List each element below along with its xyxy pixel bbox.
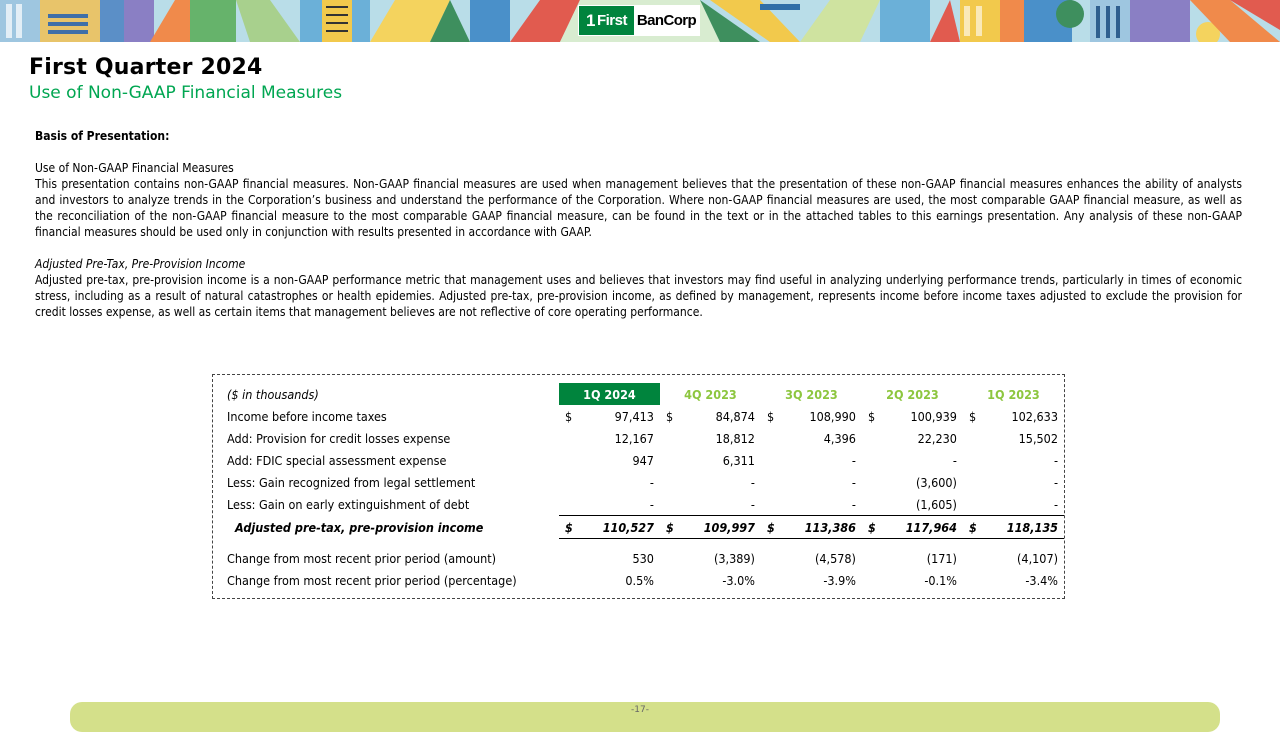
dollar-sign: $ xyxy=(559,516,582,539)
logo-number: 1 xyxy=(586,10,595,30)
period-header: 2Q 2023 xyxy=(886,386,939,402)
cell-value: (4,107) xyxy=(1017,550,1058,566)
cell-value: (3,600) xyxy=(915,474,957,490)
cell-value: 113,386 xyxy=(783,516,861,539)
cell-value: 530 xyxy=(632,550,654,566)
cell-value: (4,578) xyxy=(814,550,856,566)
section2-heading: Adjusted Pre-Tax, Pre-Provision Income xyxy=(35,257,246,271)
cell-value: 15,502 xyxy=(1018,430,1058,446)
change-row xyxy=(223,547,1064,569)
logo-first-text: First xyxy=(596,12,627,29)
row-label: Add: Provision for credit losses expense xyxy=(227,430,451,446)
dollar-sign xyxy=(862,493,885,516)
dollar-sign: $ xyxy=(968,408,977,424)
cell-value: 18,812 xyxy=(715,430,755,446)
cell-value: 947 xyxy=(632,452,654,468)
cell-value: 12,167 xyxy=(614,430,654,446)
presentation-notes xyxy=(35,128,1242,320)
cell-value: - xyxy=(649,496,654,512)
dollar-sign xyxy=(761,547,784,569)
cell-value: (1,605) xyxy=(915,496,957,512)
cell-value: -3.0% xyxy=(722,572,755,588)
table-row xyxy=(223,405,1064,427)
cell-value: -3.4% xyxy=(1025,572,1058,588)
period-header: 3Q 2023 xyxy=(785,386,838,402)
section1-heading: Use of Non-GAAP Financial Measures xyxy=(35,161,234,175)
dollar-sign xyxy=(761,493,784,516)
reconciliation-table xyxy=(223,383,1064,591)
cell-value: 102,633 xyxy=(1011,408,1058,424)
cell-value: -0.1% xyxy=(924,572,957,588)
dollar-sign xyxy=(862,449,885,471)
dollar-sign xyxy=(559,471,582,493)
cell-value: 117,964 xyxy=(884,516,962,539)
company-logo xyxy=(578,5,700,36)
dollar-sign xyxy=(660,449,683,471)
table-row xyxy=(223,449,1064,471)
dollar-sign xyxy=(963,449,986,471)
table-row xyxy=(223,427,1064,449)
header-banner xyxy=(0,0,1280,42)
row-label: Less: Gain on early extinguishment of debt xyxy=(227,496,470,512)
cell-value: 100,939 xyxy=(910,408,957,424)
table-row xyxy=(223,471,1064,493)
section2-text: Adjusted pre-tax, pre-provision income is a non-GAAP performance metric that management uses and believes that investors may find useful in analyzing underlying performance trends, particularly in times of economic stress, including as a result of natural catastrophes or health epidemies. Adjusted pre-tax, pre-provision income, as defined by management, represents income before income taxes adjusted to exclude the provision for credit losses expense, as well as certain items that management believes are not reflective of core operating performance. xyxy=(35,273,1242,319)
dollar-sign: $ xyxy=(766,408,775,424)
dollar-sign xyxy=(559,569,582,591)
dollar-sign: $ xyxy=(665,408,674,424)
dollar-sign xyxy=(862,547,885,569)
section1-text: This presentation contains non-GAAP financial measures. Non-GAAP financial measures are used when management believes that the presentation of these non-GAAP financial measures enhances the ability of analysts and investors to analyze trends in the Corporation’s business and understand the performance of the Corporation. Where non-GAAP financial measures are used, the most comparable GAAP financial measure, as well as the reconciliation of the non-GAAP financial measure to the most comparable GAAP financial measure, can be found in the text or in the attached tables to this earnings presentation. Any analysis of these non-GAAP financial measures should be used only in conjunction with results presented in accordance with GAAP. xyxy=(35,177,1242,239)
cell-value: 109,997 xyxy=(682,516,760,539)
row-label: Less: Gain recognized from legal settlement xyxy=(227,474,476,490)
period-header: 4Q 2023 xyxy=(684,386,737,402)
dollar-sign xyxy=(862,471,885,493)
dollar-sign xyxy=(963,471,986,493)
cell-value: - xyxy=(952,452,957,468)
dollar-sign xyxy=(963,427,986,449)
dollar-sign: $ xyxy=(660,516,683,539)
dollar-sign xyxy=(660,471,683,493)
dollar-sign xyxy=(963,569,986,591)
cell-value: - xyxy=(1053,474,1058,490)
cell-value: - xyxy=(851,474,856,490)
cell-value: (3,389) xyxy=(713,550,755,566)
cell-value: 6,311 xyxy=(722,452,755,468)
dollar-sign xyxy=(660,547,683,569)
dollar-sign: $ xyxy=(867,408,876,424)
cell-value: -3.9% xyxy=(823,572,856,588)
table-header-row xyxy=(223,383,1064,405)
dollar-sign: $ xyxy=(862,516,885,539)
dollar-sign xyxy=(660,427,683,449)
cell-value: 108,990 xyxy=(809,408,856,424)
cell-value: 22,230 xyxy=(917,430,957,446)
dollar-sign xyxy=(660,569,683,591)
cell-value: - xyxy=(1053,496,1058,512)
spacer-row xyxy=(223,539,1064,548)
page-subtitle: Use of Non-GAAP Financial Measures xyxy=(29,83,343,103)
logo-bancorp-text: BanCorp xyxy=(634,6,699,35)
dollar-sign: $ xyxy=(963,516,986,539)
reconciliation-table-box xyxy=(212,374,1065,599)
cell-value: 0.5% xyxy=(625,572,654,588)
dollar-sign xyxy=(862,427,885,449)
dollar-sign xyxy=(761,449,784,471)
period-header: 1Q 2023 xyxy=(987,386,1040,402)
dollar-sign xyxy=(660,493,683,516)
cell-value: - xyxy=(1053,452,1058,468)
page-number: -17- xyxy=(631,705,649,715)
dollar-sign xyxy=(761,569,784,591)
basis-heading: Basis of Presentation: xyxy=(35,129,170,143)
dollar-sign: $ xyxy=(761,516,784,539)
dollar-sign xyxy=(862,569,885,591)
dollar-sign: $ xyxy=(564,408,573,424)
row-label: Change from most recent prior period (amount) xyxy=(227,550,497,566)
row-label: Adjusted pre-tax, pre-provision income xyxy=(235,519,484,535)
dollar-sign xyxy=(963,547,986,569)
units-label: ($ in thousands) xyxy=(227,386,319,402)
cell-value: (171) xyxy=(926,550,957,566)
dollar-sign xyxy=(559,547,582,569)
cell-value: 4,396 xyxy=(823,430,856,446)
table-row xyxy=(223,493,1064,516)
dollar-sign xyxy=(559,493,582,516)
cell-value: - xyxy=(750,474,755,490)
cell-value: - xyxy=(649,474,654,490)
row-label: Change from most recent prior period (percentage) xyxy=(227,572,517,588)
cell-value: 118,135 xyxy=(985,516,1064,539)
dollar-sign xyxy=(761,471,784,493)
cell-value: 110,527 xyxy=(581,516,659,539)
total-row xyxy=(223,516,1064,539)
logo-first-mark xyxy=(579,6,634,35)
cell-value: - xyxy=(851,452,856,468)
cell-value: - xyxy=(750,496,755,512)
cell-value: - xyxy=(851,496,856,512)
dollar-sign xyxy=(963,493,986,516)
dollar-sign xyxy=(761,427,784,449)
dollar-sign xyxy=(559,427,582,449)
row-label: Add: FDIC special assessment expense xyxy=(227,452,447,468)
cell-value: 97,413 xyxy=(614,408,654,424)
dollar-sign xyxy=(559,449,582,471)
change-row xyxy=(223,569,1064,591)
period-header: 1Q 2024 xyxy=(559,383,660,405)
cell-value: 84,874 xyxy=(715,408,755,424)
row-label: Income before income taxes xyxy=(227,408,387,424)
page-title: First Quarter 2024 xyxy=(29,55,263,80)
